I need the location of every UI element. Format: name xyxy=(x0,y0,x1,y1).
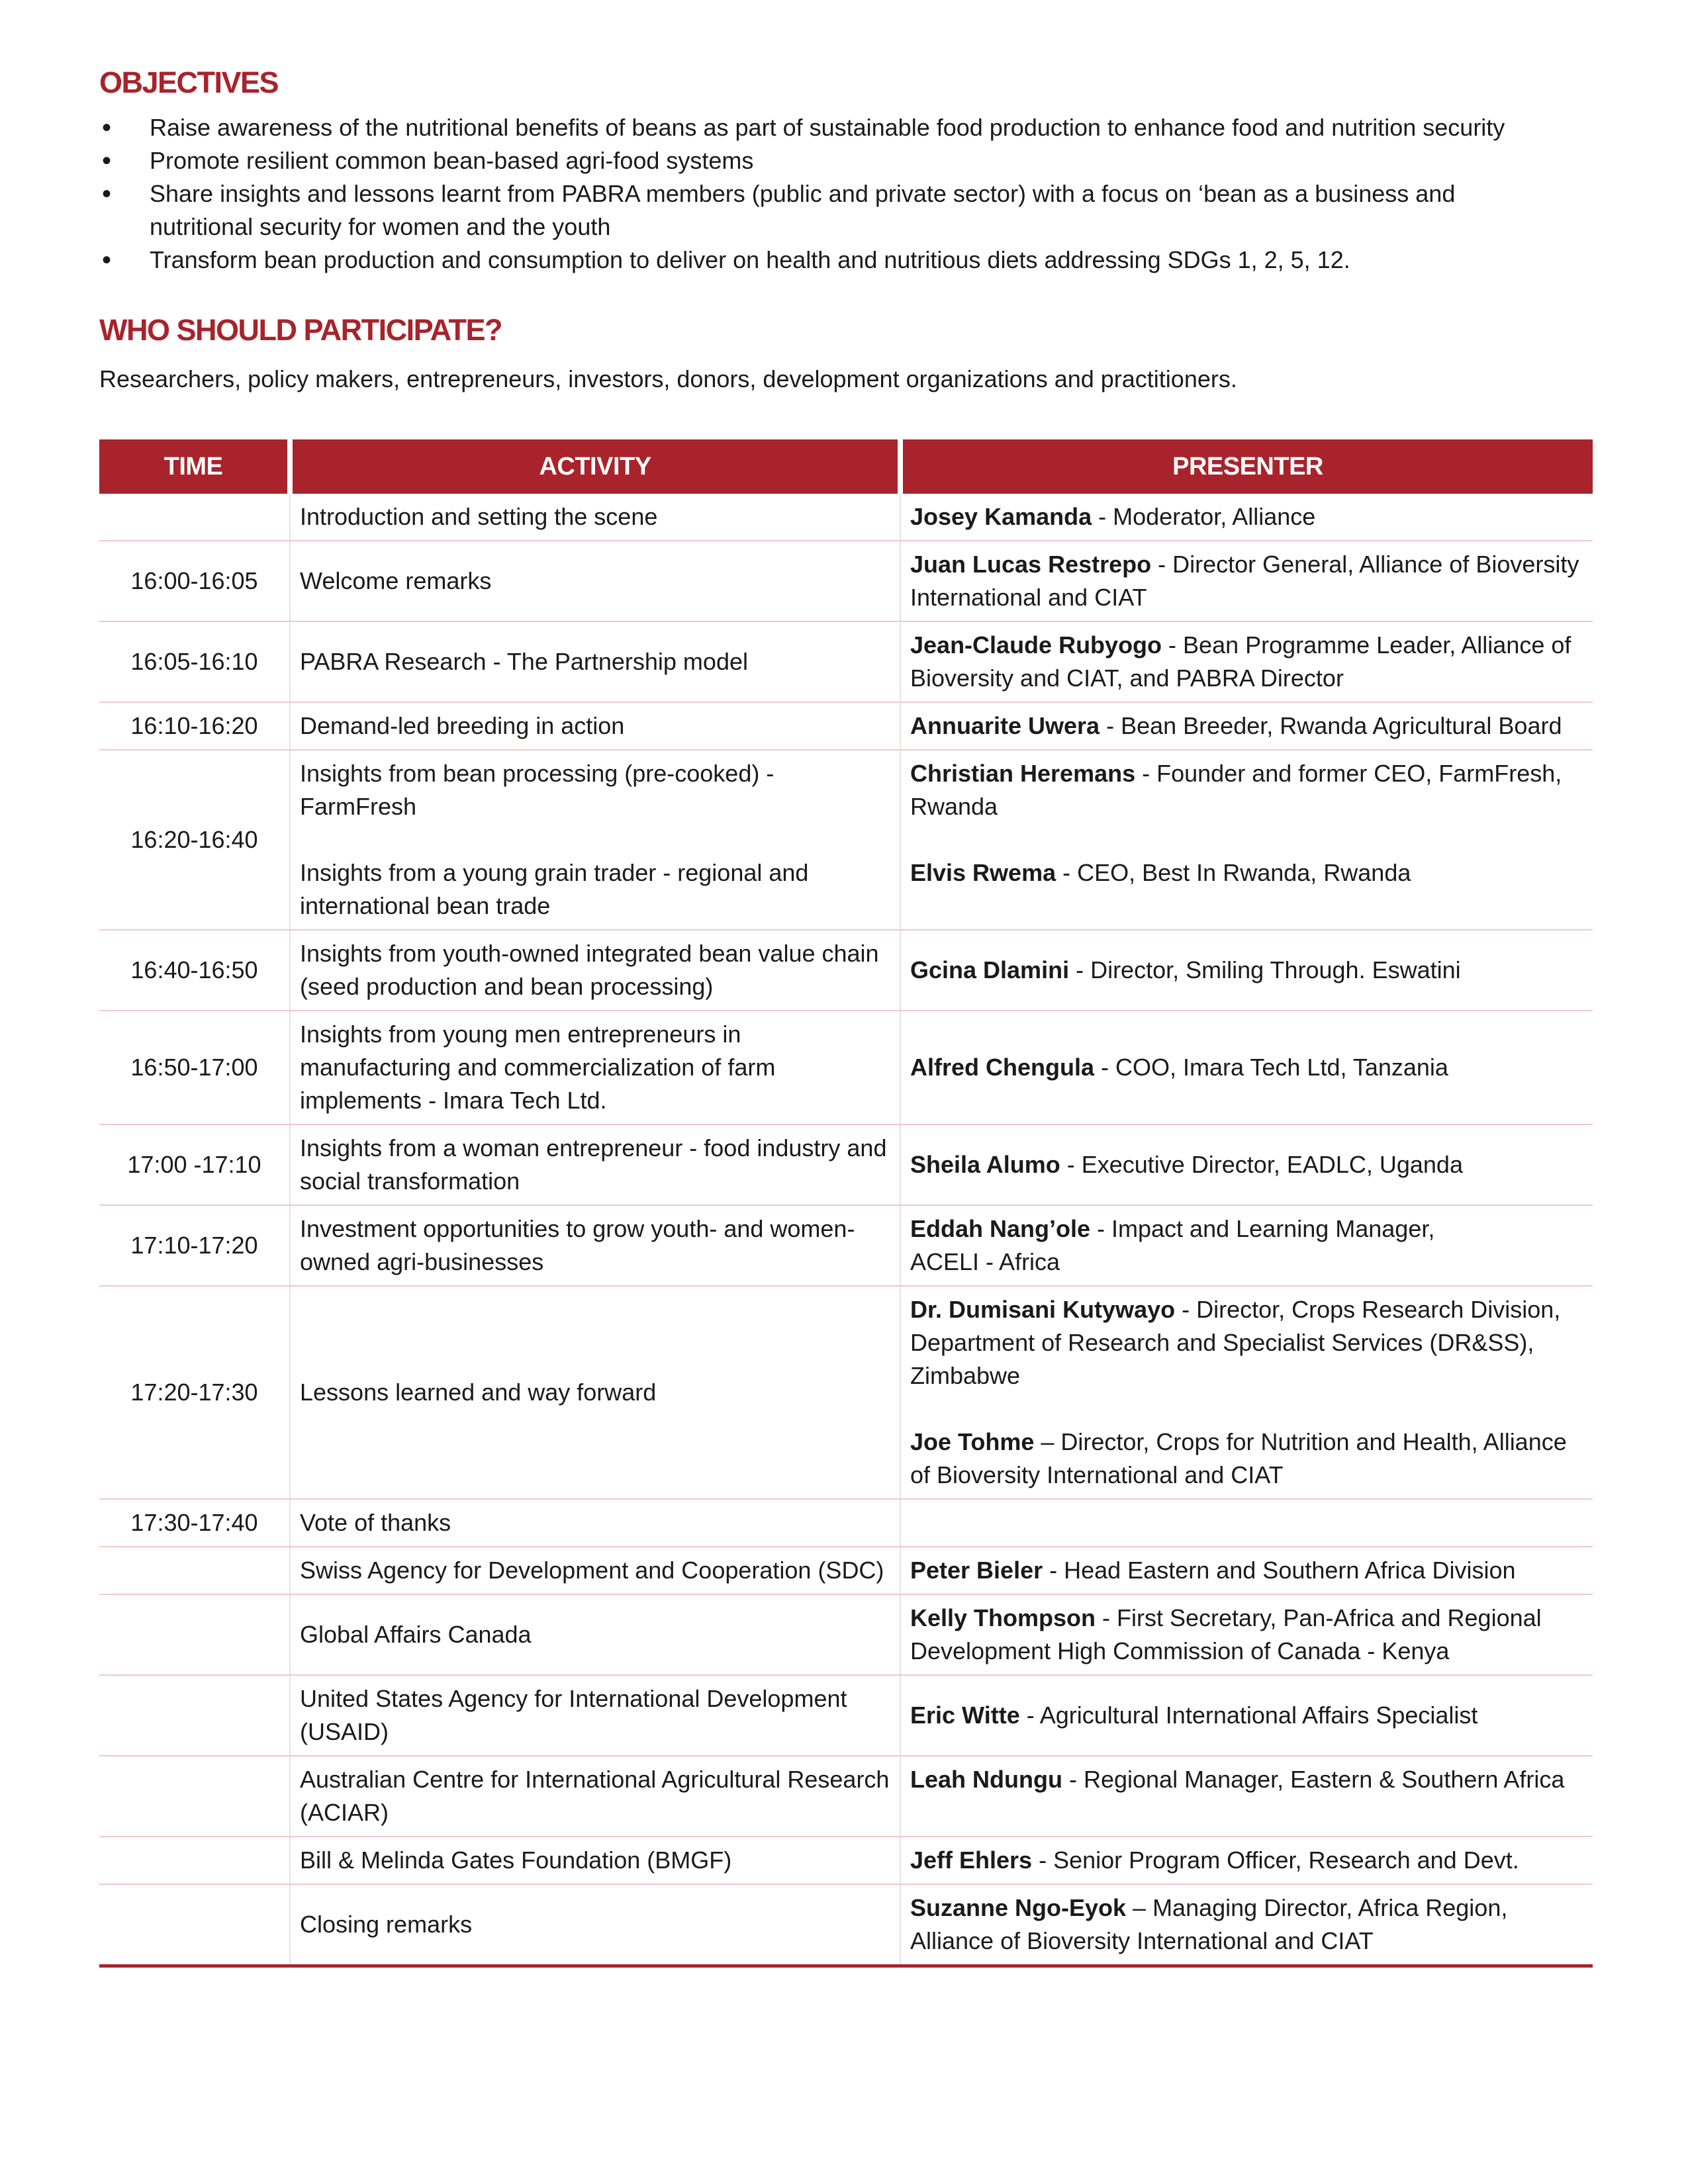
table-row xyxy=(99,1675,1593,1756)
time-cell: 17:00 -17:10 xyxy=(99,1124,290,1205)
time-cell xyxy=(99,1547,290,1594)
presenter-role: – Director, Crops for Nutrition and Health, Alliance of Bioversity International and CIAT xyxy=(910,1428,1567,1488)
presenter-role: – Managing Director, Africa Region, Alliance of Bioversity International and CIAT xyxy=(910,1894,1508,1954)
presenter-role: - Agricultural International Affairs Specialist xyxy=(1019,1702,1478,1729)
presenter-role: - Moderator, Alliance xyxy=(1092,503,1316,530)
time-cell: 17:10-17:20 xyxy=(99,1205,290,1286)
presenter-name: Eric Witte xyxy=(910,1702,1020,1729)
presenter-name: Gcina Dlamini xyxy=(910,956,1070,983)
presenter-cell xyxy=(900,494,1593,541)
table-row xyxy=(99,494,1593,541)
presenter-cell xyxy=(900,541,1593,621)
objective-item: • Raise awareness of the nutritional benefits of beans as part of sustainable food production to enhance food and nutrition security xyxy=(99,111,1593,144)
table-row xyxy=(99,1547,1593,1594)
table-row xyxy=(99,1499,1593,1547)
presenter-cell xyxy=(900,1594,1593,1675)
activity-cell: Insights from youth-owned integrated bean value chain (seed production and bean processing) xyxy=(290,930,900,1011)
participants-text: Researchers, policy makers, entrepreneurs, investors, donors, development organizations and practitioners. xyxy=(99,365,1237,392)
presenter-name: Josey Kamanda xyxy=(910,503,1092,530)
time-cell: 16:50-17:00 xyxy=(99,1011,290,1124)
activity-cell xyxy=(290,750,900,930)
table-row xyxy=(99,1011,1593,1124)
time-cell: 16:00-16:05 xyxy=(99,541,290,621)
presenter-cell xyxy=(900,702,1593,750)
activity-text: Insights from bean processing (pre-cooked) - FarmFresh xyxy=(300,760,774,820)
presenter-column-header: PRESENTER xyxy=(900,439,1593,494)
presenter-cell xyxy=(900,1011,1593,1124)
table-row xyxy=(99,1837,1593,1884)
table-row xyxy=(99,702,1593,750)
time-cell xyxy=(99,1884,290,1966)
presenter-cell xyxy=(900,1884,1593,1966)
presenter-name: Kelly Thompson xyxy=(910,1604,1096,1631)
presenter-cell xyxy=(900,930,1593,1011)
presenter-role: - COO, Imara Tech Ltd, Tanzania xyxy=(1094,1054,1448,1081)
activity-cell: Lessons learned and way forward xyxy=(290,1286,900,1499)
activity-cell: Insights from young men entrepreneurs in manufacturing and commercialization of farm implements - Imara Tech Ltd. xyxy=(290,1011,900,1124)
activity-cell: Demand-led breeding in action xyxy=(290,702,900,750)
who-should-participate-heading: WHO SHOULD PARTICIPATE? xyxy=(99,313,502,347)
table-row xyxy=(99,621,1593,702)
time-cell: 17:30-17:40 xyxy=(99,1499,290,1547)
presenter-cell xyxy=(900,1675,1593,1756)
agenda-table xyxy=(99,439,1593,1968)
time-cell xyxy=(99,1594,290,1675)
table-row xyxy=(99,750,1593,930)
objective-item: • Transform bean production and consumption to deliver on health and nutritious diets addressing SDGs 1, 2, 5, 12. xyxy=(99,244,1593,277)
presenter-name: Alfred Chengula xyxy=(910,1054,1095,1081)
activity-cell: United States Agency for International Development (USAID) xyxy=(290,1675,900,1756)
agenda-header-row xyxy=(99,439,1593,494)
presenter-role: - Executive Director, EADLC, Uganda xyxy=(1060,1151,1463,1178)
presenter-role: ACELI - Africa xyxy=(910,1248,1060,1275)
presenter-role: - Senior Program Officer, Research and Devt. xyxy=(1032,1846,1519,1874)
table-row xyxy=(99,1594,1593,1675)
objective-item: • Share insights and lessons learnt from PABRA members (public and private sector) with a focus on ‘bean as a business and nutritional security for women and the youth xyxy=(99,177,1593,244)
presenter-role: - Director, Crops Research Division, Department of Research and Specialist Services (DR&SS), Zimbabwe xyxy=(910,1296,1561,1389)
time-cell xyxy=(99,1837,290,1884)
presenter-name: Leah Ndungu xyxy=(910,1766,1062,1793)
activity-text: Insights from a young grain trader - regional and international bean trade xyxy=(300,859,809,919)
presenter-name: Peter Bieler xyxy=(910,1557,1043,1584)
presenter-name: Christian Heremans xyxy=(910,760,1136,787)
presenter-role: - Bean Programme Leader, Alliance of Bioversity and CIAT, and PABRA Director xyxy=(910,631,1571,692)
activity-cell: Insights from a woman entrepreneur - food industry and social transformation xyxy=(290,1124,900,1205)
presenter-role: - Director General, Alliance of Bioversity International and CIAT xyxy=(910,551,1579,611)
activity-cell: PABRA Research - The Partnership model xyxy=(290,621,900,702)
table-row xyxy=(99,1884,1593,1966)
presenter-name: Jeff Ehlers xyxy=(910,1846,1033,1874)
presenter-cell xyxy=(900,1286,1593,1499)
presenter-role: - First Secretary, Pan-Africa and Regional Development High Commission of Canada - Kenya xyxy=(910,1604,1542,1664)
time-cell: 16:10-16:20 xyxy=(99,702,290,750)
objective-item: • Promote resilient common bean-based agri-food systems xyxy=(99,144,1593,177)
table-row xyxy=(99,1124,1593,1205)
time-cell xyxy=(99,1756,290,1837)
activity-cell: Investment opportunities to grow youth- and women-owned agri-businesses xyxy=(290,1205,900,1286)
presenter-role: - Bean Breeder, Rwanda Agricultural Board xyxy=(1100,712,1562,739)
presenter-name: Suzanne Ngo-Eyok xyxy=(910,1894,1127,1921)
presenter-name: Dr. Dumisani Kutywayo xyxy=(910,1296,1176,1323)
activity-cell: Global Affairs Canada xyxy=(290,1594,900,1675)
presenter-name: Elvis Rwema xyxy=(910,859,1056,886)
presenter-role: - Founder and former CEO, FarmFresh, Rwanda xyxy=(910,760,1562,820)
presenter-name: Annuarite Uwera xyxy=(910,712,1100,739)
time-cell: 17:20-17:30 xyxy=(99,1286,290,1499)
presenter-cell xyxy=(900,1837,1593,1884)
time-column-header: TIME xyxy=(99,439,290,494)
presenter-cell xyxy=(900,621,1593,702)
document-page xyxy=(99,61,1593,1968)
presenter-name: Eddah Nang’ole xyxy=(910,1215,1091,1242)
time-cell xyxy=(99,494,290,541)
time-cell: 16:40-16:50 xyxy=(99,930,290,1011)
activity-cell: Vote of thanks xyxy=(290,1499,900,1547)
activity-cell: Swiss Agency for Development and Cooperation (SDC) xyxy=(290,1547,900,1594)
presenter-name: Joe Tohme xyxy=(910,1428,1035,1455)
presenter-cell xyxy=(900,1547,1593,1594)
activity-cell: Welcome remarks xyxy=(290,541,900,621)
presenter-role: - Regional Manager, Eastern & Southern Africa xyxy=(1062,1766,1565,1793)
presenter-role: - Head Eastern and Southern Africa Division xyxy=(1043,1557,1516,1584)
activity-cell: Introduction and setting the scene xyxy=(290,494,900,541)
table-row xyxy=(99,541,1593,621)
activity-cell: Closing remarks xyxy=(290,1884,900,1966)
table-row xyxy=(99,1205,1593,1286)
presenter-name: Jean-Claude Rubyogo xyxy=(910,631,1162,659)
table-row xyxy=(99,930,1593,1011)
presenter-cell xyxy=(900,1205,1593,1286)
table-row xyxy=(99,1286,1593,1499)
presenter-name: Sheila Alumo xyxy=(910,1151,1060,1178)
presenter-name: Juan Lucas Restrepo xyxy=(910,551,1152,578)
time-cell xyxy=(99,1675,290,1756)
presenter-cell xyxy=(900,1124,1593,1205)
activity-column-header: ACTIVITY xyxy=(290,439,900,494)
presenter-role: - Director, Smiling Through. Eswatini xyxy=(1069,956,1461,983)
activity-cell: Australian Centre for International Agricultural Research (ACIAR) xyxy=(290,1756,900,1837)
presenter-cell xyxy=(900,1499,1593,1547)
presenter-role: - Impact and Learning Manager, xyxy=(1090,1215,1435,1242)
activity-cell: Bill & Melinda Gates Foundation (BMGF) xyxy=(290,1837,900,1884)
presenter-cell xyxy=(900,1756,1593,1837)
presenter-cell xyxy=(900,750,1593,930)
presenter-role: - CEO, Best In Rwanda, Rwanda xyxy=(1056,859,1411,886)
table-row xyxy=(99,1756,1593,1837)
objectives-list xyxy=(99,111,1593,277)
time-cell: 16:20-16:40 xyxy=(99,750,290,930)
objectives-heading: OBJECTIVES xyxy=(99,66,279,99)
time-cell: 16:05-16:10 xyxy=(99,621,290,702)
